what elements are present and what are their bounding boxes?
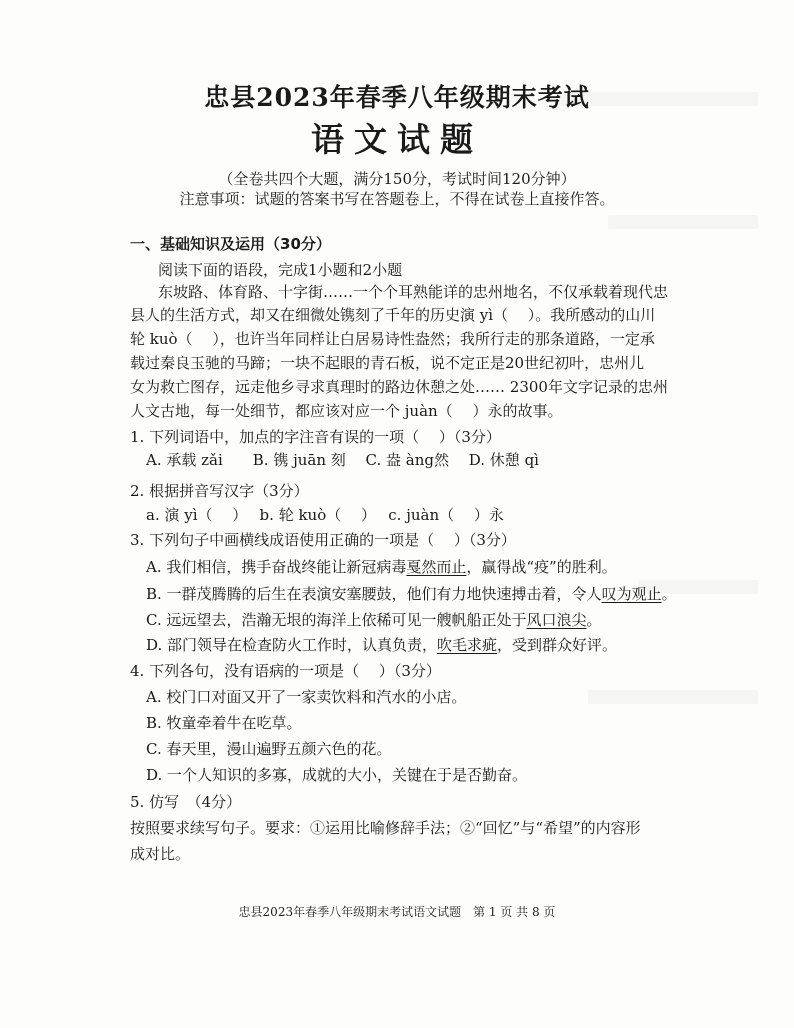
section-heading: 一、基础知识及运用（30分） [130,235,331,253]
question-1-options: A. 承载 zǎi B. 镌 juān 刻 C. 盎 àng然 D. 休憩 qì [146,451,539,469]
option-text: 。 [661,585,677,603]
option-text: B. 一群茂腾腾的后生在表演安塞腰鼓，他们有力地快速搏击着，令人 [146,585,602,603]
passage-line: 女为救亡图存，远走他乡寻求真理时的路边休憩之处…… 2300年文字记录的忠州 [130,378,668,396]
question-3-stem: 3. 下列句子中画横线成语使用正确的一项是（ ）（3分） [130,531,516,549]
passage-line: 载过秦良玉驰的马蹄；一块不起眼的青石板，说不定正是20世纪初叶，忠州儿 [130,354,645,372]
question-3-option-b [146,584,677,604]
passage-line: 人文古地，每一处细节，都应该对应一个 juàn（ ）永的故事。 [130,402,563,420]
passage-line: 轮 kuò（ ），也许当年同样让白居易诗性盎然；我所行走的那条道路，一定承 [130,330,655,348]
question-1-stem: 1. 下列词语中，加点的字注音有误的一项（ ）（3分） [130,428,501,446]
exam-title: 忠县2023年春季八年级期末考试 [204,83,590,112]
question-3-option-a [146,557,617,577]
question-2-options: a. 演 yì（ ） b. 轮 kuò（ ） c. juàn（ ）永 [146,506,504,524]
passage-line: 东坡路、体育路、十字街……一个个耳熟能详的忠州地名，不仅承载着现代忠 [158,283,669,301]
underlined-idiom: 风口浪尖 [526,611,587,629]
question-3-option-d [146,635,617,655]
reading-intro: 阅读下面的语段，完成1小题和2小题 [158,261,403,279]
exam-notice: 注意事项：试题的答案书写在答题卷上，不得在试卷上直接作答。 [179,190,615,208]
page-footer: 忠县2023年春季八年级期末考试语文试题 第 1 页 共 8 页 [238,905,556,919]
exam-info: （全卷共四个大题，满分150分，考试时间120分钟） [218,170,576,188]
question-5-requirement: 按照要求续写句子。要求：①运用比喻修辞手法；②“回忆”与“希望”的内容形 [130,819,641,837]
underlined-idiom: 叹为观止 [601,585,662,603]
question-5-stem: 5. 仿写 （4分） [130,793,242,811]
underlined-idiom: 吹毛求疵 [437,636,498,654]
question-4-stem: 4. 下列各句，没有语病的一项是（ ）（3分） [130,662,441,680]
question-3-option-c [146,610,602,630]
option-text: C. 远远望去，浩瀚无垠的海洋上依稀可见一艘帆船正处于 [146,611,527,629]
option-text: D. 部门领导在检查防火工作时，认真负责， [146,636,438,654]
question-4-option-a: A. 校门口对面又开了一家卖饮料和汽水的小店。 [146,688,467,706]
option-text: A. 我们相信，携手奋战终能让新冠病毒 [146,558,407,576]
bleed-through-mark [608,215,758,229]
question-2-stem: 2. 根据拼音写汉字（3分） [130,482,309,500]
underlined-idiom: 戛然而止 [406,558,467,576]
question-4-option-c: C. 春天里，漫山遍野五颜六色的花。 [146,740,392,758]
question-4-option-d: D. 一个人知识的多寡，成就的大小，关键在于是否勤奋。 [146,766,528,784]
option-text: ，赢得战“疫”的胜利。 [466,558,617,576]
option-text: 。 [586,611,602,629]
exam-subtitle: 语文试题 [311,120,483,159]
question-5-requirement: 成对比。 [130,845,191,863]
question-4-option-b: B. 牧童牵着牛在吃草。 [146,714,302,732]
bleed-through-mark [588,690,758,704]
option-text: ，受到群众好评。 [497,636,618,654]
passage-line: 县人的生活方式，却又在细微处镌刻了千年的历史演 yì（ ）。我所感动的山川 [130,306,656,324]
